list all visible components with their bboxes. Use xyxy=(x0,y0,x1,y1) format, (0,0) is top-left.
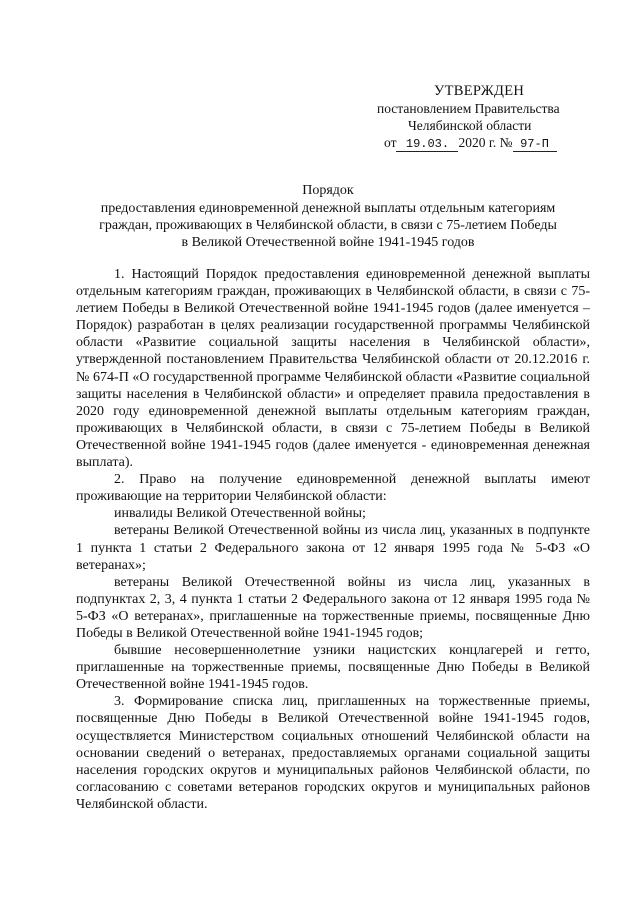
approval-stamp xyxy=(376,83,608,152)
list-item-veterans-1: ветераны Великой Отечественной войны из числа лиц, указанных в подпункте 1 пункта 1 статьи 2 Федерального закона от 12 января 1995 года № 5-ФЗ «О ветеранах»; xyxy=(76,523,590,573)
heading-line-3: в Великой Отечественной войне 1941-1945 годов xyxy=(181,235,475,250)
list-item-prisoners: бывшие несовершеннолетние узники нацистских концлагерей и гетто, приглашенные на торжественные приемы, посвященные Дню Победы в Великой Отечественной войне 1941-1945 годов. xyxy=(76,643,590,693)
date-prefix: от xyxy=(384,135,397,150)
paragraph-2: 2. Право на получение единовременной денежной выплаты имеют проживающие на территории Челябинской области: xyxy=(76,472,590,505)
approval-line-1: постановлением Правительства xyxy=(377,101,560,116)
heading-line-2: граждан, проживающих в Челябинской области, в связи с 75-летием Победы xyxy=(99,218,557,233)
approval-line-2: Челябинской области xyxy=(408,118,532,133)
approval-date-line xyxy=(376,134,608,152)
date-field: 19.03. xyxy=(396,137,458,152)
year-text: 2020 г. № xyxy=(458,135,513,150)
document-heading xyxy=(78,182,578,251)
paragraph-1: 1. Настоящий Порядок предоставления единовременной денежной выплаты отдельным категориям граждан, проживающих в Челябинской области, в связи с 75-летием Победы в Великой Отечественной войне 1941-1945 годов (далее именуется – Порядок) разработан в целях реализации государственной программы Челябинской области «Развитие социальной защиты населения в Челябинской области», утвержденной постановлением Правительства Челябинской области от 20.12.2016 г. № 674-П «О государственной программе Челябинской области «Развитие социальной защиты населения в Челябинской области» и определяет правила предоставления в 2020 году единовременной денежной выплаты отдельным категориям граждан, проживающих в Челябинской области, в связи с 75-летием Победы в Великой Отечественной войне 1941-1945 годов (далее именуется - единовременная денежная выплата). xyxy=(76,267,590,471)
heading-line-1: предоставления единовременной денежной выплаты отдельным категориям xyxy=(100,201,556,216)
number-field: 97-П xyxy=(513,137,557,152)
document-body xyxy=(76,266,590,813)
heading-word: Порядок xyxy=(302,183,354,198)
paragraph-3: 3. Формирование списка лиц, приглашенных на торжественные приемы, посвященные Дню Победы в Великой Отечественной войне 1941-1945 годов, осуществляется Министерством социальных отношений Челябинской области на основании сведений о ветеранах, предоставляемых органами социальной защиты населения городских округов и муниципальных районов Челябинской области, по согласованию с советами ветеранов городских округов и муниципальных районов Челябинской области. xyxy=(76,694,590,812)
list-item-invalids: инвалиды Великой Отечественной войны; xyxy=(114,506,366,522)
list-item-veterans-2: ветераны Великой Отечественной войны из числа лиц, указанных в подпунктах 2, 3, 4 пункта 1 статьи 2 Федерального закона от 12 января 1995 года № 5-ФЗ «О ветеранах», приглашенные на торжественные приемы, посвященные Дню Победы в Великой Отечественной войне 1941-1945 годов; xyxy=(76,574,590,641)
approval-title: УТВЕРЖДЕН xyxy=(434,83,525,99)
